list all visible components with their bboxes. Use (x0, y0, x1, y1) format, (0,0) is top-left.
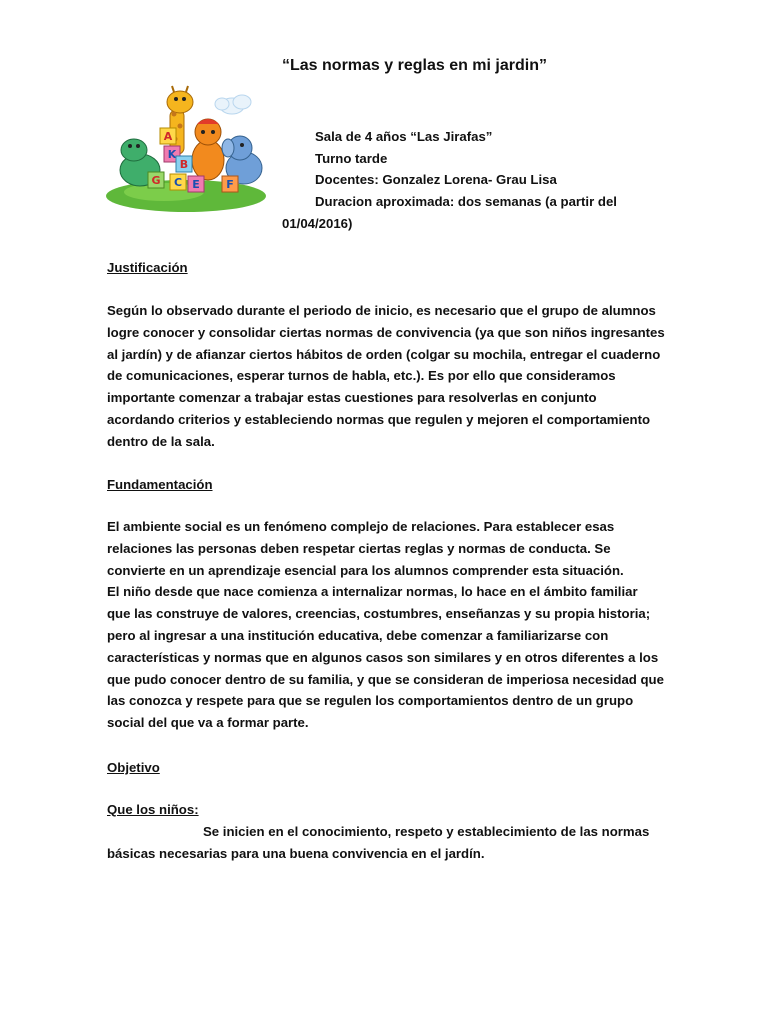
info-turno: Turno tarde (315, 151, 388, 166)
paragraph-justificacion (107, 300, 667, 453)
svg-text:G: G (151, 174, 161, 187)
info-sala: Sala de 4 años “Las Jirafas” (315, 129, 493, 144)
heading-fundamentacion: Fundamentación (107, 477, 213, 492)
text-line: que las construye de valores, creencias, costumbres, enseñanzas y su propia historia; (107, 606, 651, 622)
text-line: El niño desde que nace comienza a internalizar normas, lo hace en el ámbito familiar (107, 584, 638, 600)
paragraph-fundamentacion (107, 516, 667, 734)
info-duracion: Duracion aproximada: dos semanas (a partir del (315, 194, 617, 209)
info-fecha: 01/04/2016) (282, 216, 353, 231)
heading-objetivo: Objetivo (107, 760, 160, 775)
text-line: al jardín) y de afianzar ciertos hábitos de orden (colgar su mochila, entregar el cuaderno (107, 346, 661, 362)
text-line: social del que va a formar parte. (107, 715, 309, 731)
svg-text:B: B (179, 158, 189, 171)
objetivo-line-2: básicas necesarias para una buena convivencia en el jardín. (107, 846, 485, 861)
objetivo-line-1: Se inicien en el conocimiento, respeto y establecimiento de las normas (203, 824, 650, 839)
text-line: relaciones las personas deben respetar ciertas reglas y normas de conducta. Se (107, 540, 611, 556)
info-docentes: Docentes: Gonzalez Lorena- Grau Lisa (315, 172, 557, 187)
text-line: características y normas que en algunos casos son similares y en otros diferentes a los (107, 649, 659, 665)
text-line: Según lo observado durante el periodo de inicio, es necesario que el grupo de alumnos (107, 303, 656, 318)
text-line: que pudo conocer dentro de su familia, y que se consideran de imperiosa necesidad que (107, 671, 664, 687)
document-title: “Las normas y reglas en mi jardin” (282, 57, 547, 74)
subheading-que-los-ninos: Que los niños: (107, 802, 199, 817)
svg-text:E: E (192, 178, 200, 191)
text-line: de comunicaciones, esperar turnos de habla, etc.). Es por ello que consideramos (107, 368, 616, 384)
text-line: importante comenzar a trabajar estas cuestiones para resolverlas en conjunto (107, 390, 597, 406)
svg-text:A: A (163, 130, 173, 143)
text-line: convierte en un aprendizaje esencial para los alumnos comprender esta situación. (107, 562, 624, 578)
svg-text:F: F (226, 178, 234, 191)
heading-justificacion: Justificación (107, 260, 188, 275)
svg-text:K: K (167, 148, 177, 161)
text-line: dentro de la sala. (107, 433, 215, 449)
cartoon-animals-with-alphabet-blocks-icon (104, 84, 272, 214)
text-line: El ambiente social es un fenómeno complejo de relaciones. Para establecer esas (107, 519, 615, 534)
text-line: pero al ingresar a una institución educativa, debe comenzar a familiarizarse con (107, 627, 609, 643)
svg-text:C: C (173, 176, 183, 189)
text-line: las conozca y respete para que se regulen los comportamientos dentro de un grupo (107, 693, 634, 709)
text-line: acordando criterios y estableciendo normas que regulen y mejoren el comportamiento (107, 411, 651, 427)
text-line: logre conocer y consolidar ciertas normas de convivencia (ya que son niños ingresantes (107, 324, 665, 340)
